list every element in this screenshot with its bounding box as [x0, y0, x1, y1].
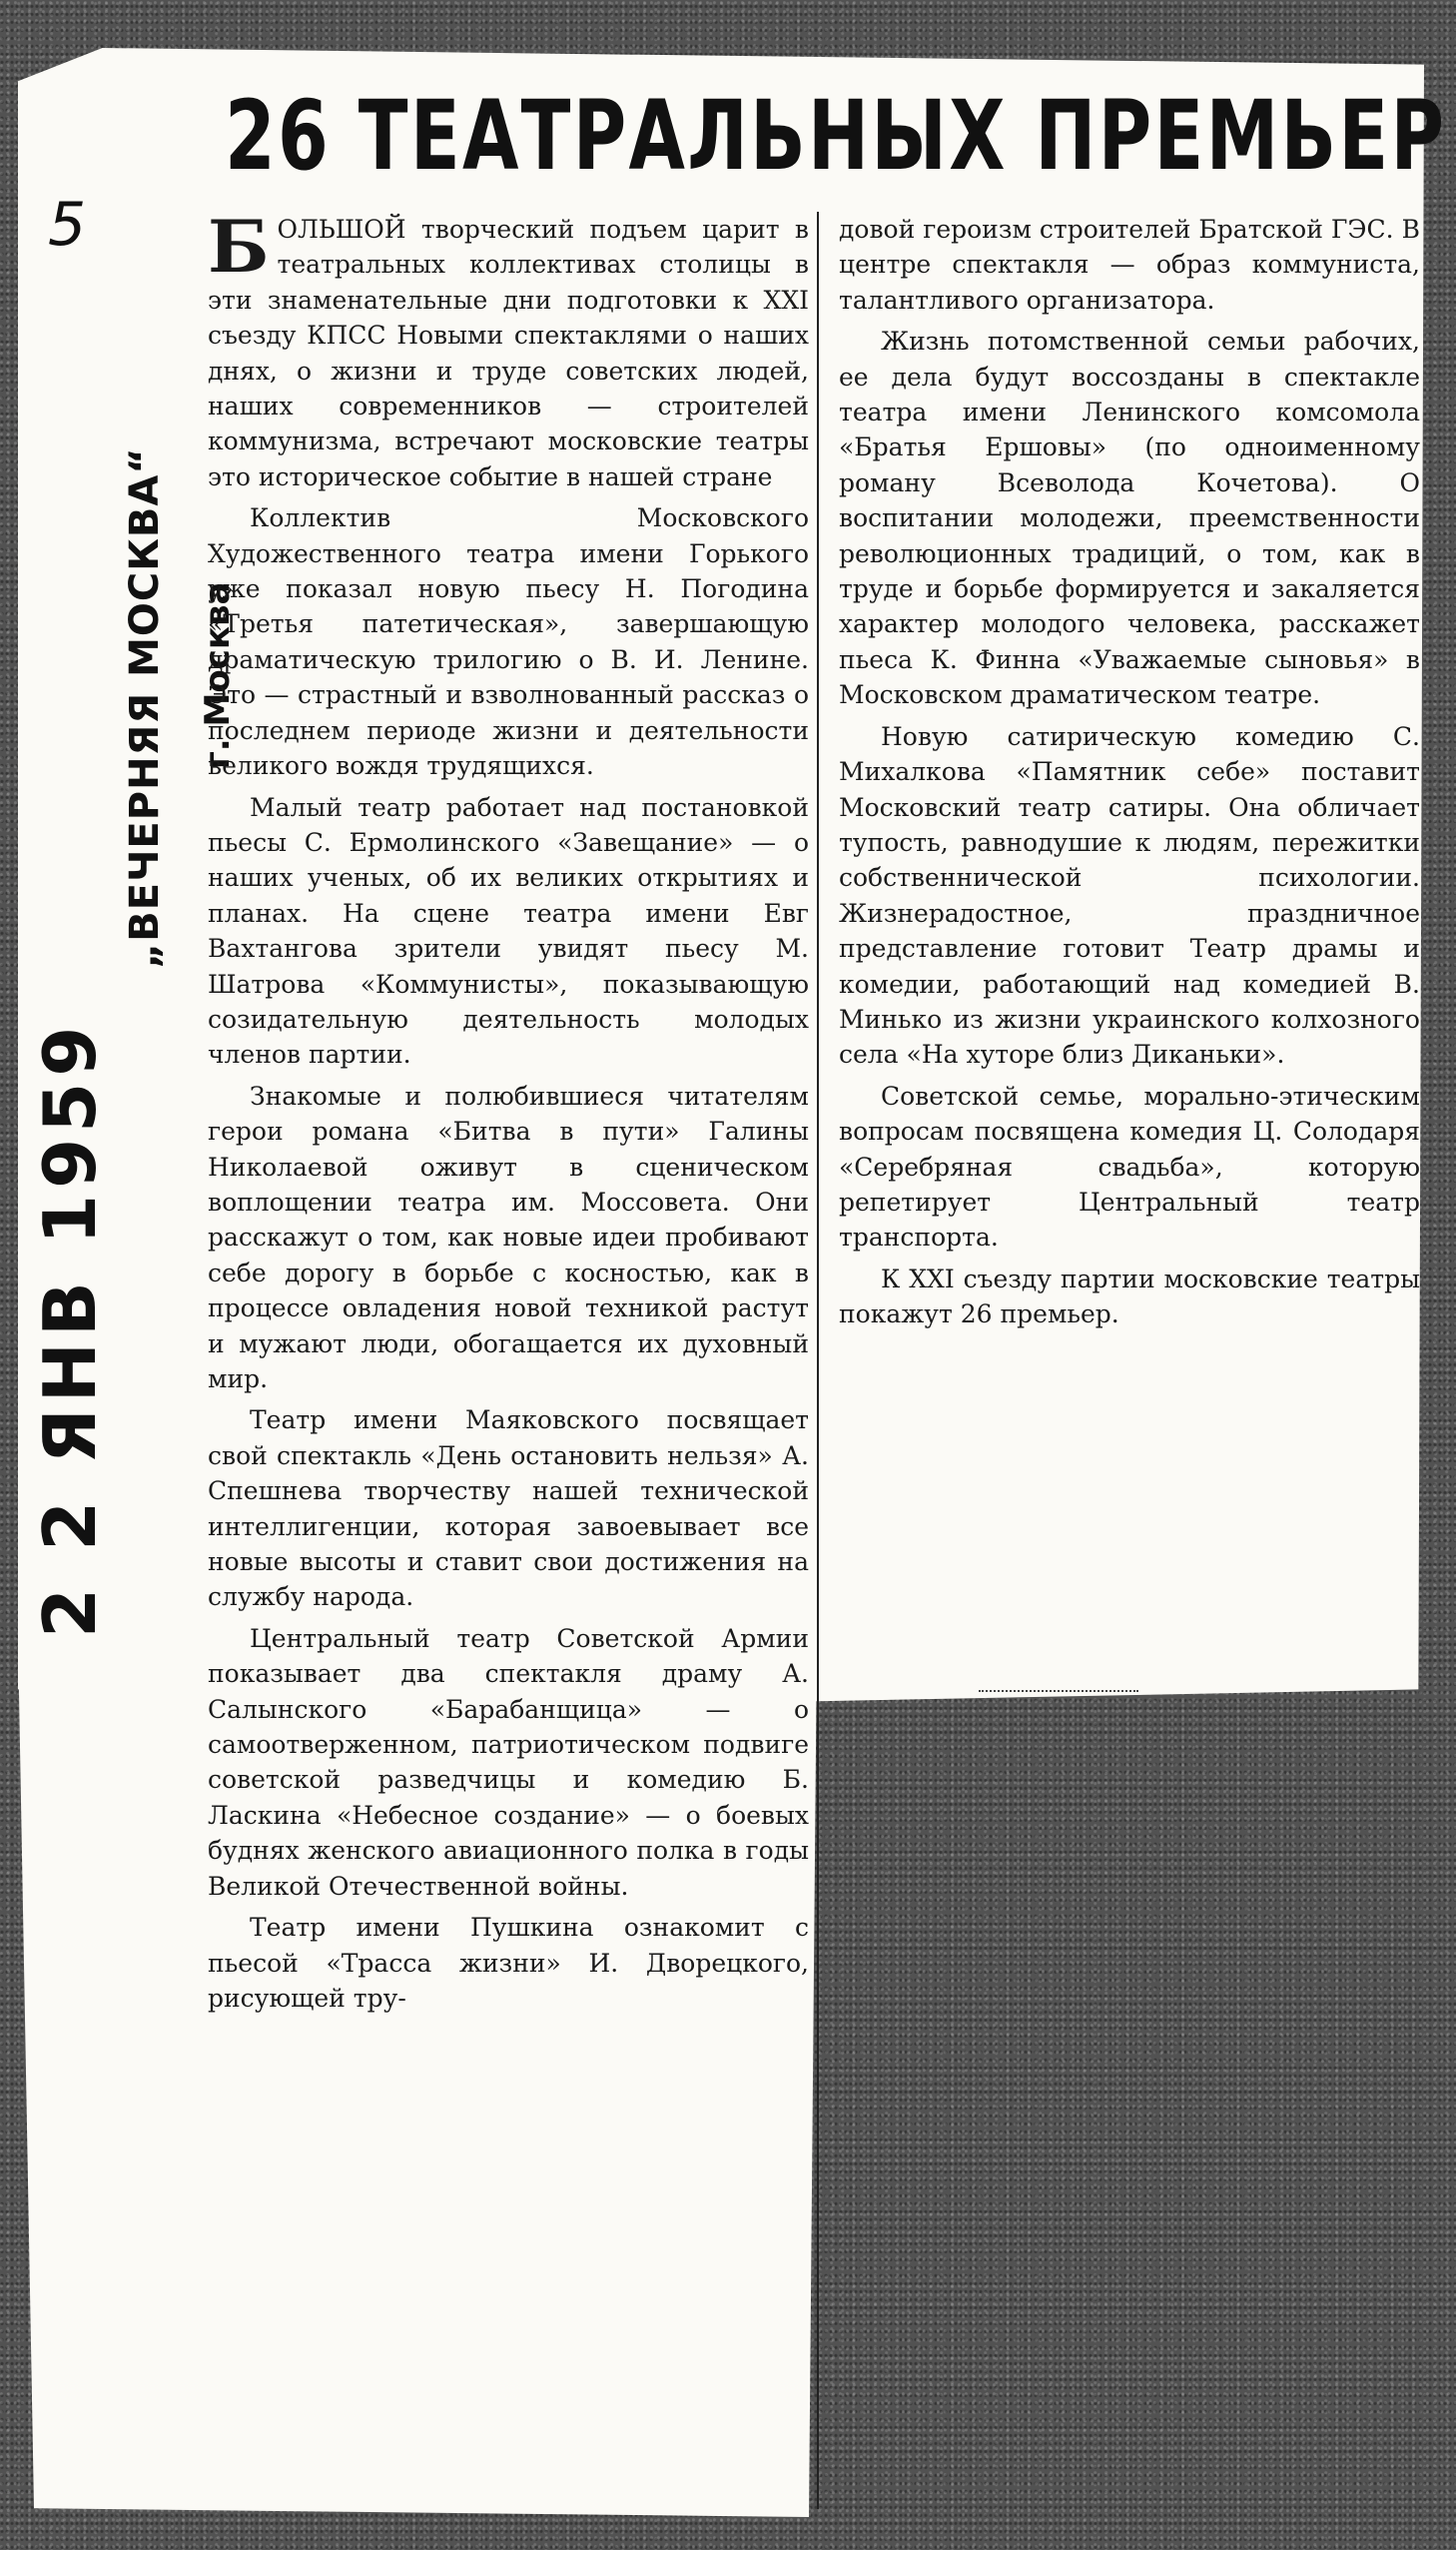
article-paragraph: довой героизм строителей Братской ГЭС. В центре спектакля — образ коммуниста, талантливого организатора. [839, 215, 1420, 315]
stamp-date: 2 2 ЯНВ 1959 [28, 1020, 112, 1638]
headline: 26 ТЕАТРАЛЬНЫХ ПРЕМЬЕР [225, 80, 1447, 192]
paragraph-text: ОЛЬШОЙ творческий подъем царит в театральных коллективах столицы в эти знаменательные дни подготовки к XXI съезду КПСС Новыми спектаклями о наших днях, о жизни и труде советских людей, наших современников — строителей коммунизма, встречают московские театры это историческое событие в нашей стране [208, 215, 809, 491]
article-paragraph: К XXI съезду партии московские театры покажут 26 премьер. [839, 1264, 1420, 1329]
article-paragraph: Театр имени Маяковского посвящает свой спектакль «День остановить нельзя» А. Спешнева творчеству нашей технической интеллигенции, которая завоевывает все новые высоты и ставит свои достижения на службу народа. [208, 1405, 809, 1612]
article-paragraph: Советской семье, морально-этическим вопросам посвящена комедия Ц. Солодаря «Серебряная свадьба», которую репетирует Центральный театр транспорта. [839, 1081, 1420, 1253]
stamp-source: „ВЕЧЕРНЯЯ МОСКВА“ [122, 446, 168, 969]
article-right-column [839, 212, 1420, 1332]
drop-cap: Б [208, 204, 270, 289]
article-paragraph: Новую сатирическую комедию С. Михалкова «Памятник себе» поставит Московский театр сатиры. Она обличает тупость, равнодушие к людям, пережитки собственнической психологии. Жизнерадостное, праздничное представление готовит Театр драмы и комедии, работающий над комедией В. Минько из жизни украинского колхозного села «На хуторе близ Диканьки». [839, 721, 1420, 1070]
article-paragraph: Коллектив Московского Художественного театра имени Горького уже показал новую пьесу Н. Погодина «Третья патетическая», завершающую драматическую трилогию о В. И. Ленине. Это — страстный и взволнованный рассказ о последнем периоде жизни и деятельности великого вождя трудящихся. [208, 503, 809, 781]
handwritten-page-number: 5 [48, 190, 87, 260]
end-mark [979, 1678, 1138, 1692]
source-stamp [40, 446, 238, 1618]
article-paragraph [208, 204, 809, 494]
article-paragraph: Знакомые и полюбившиеся читателям герои романа «Битва в пути» Галины Николаевой оживут в сценическом воплощении театра им. Моссовета. Они расскажут о том, как новые идеи пробивают себе дорогу в борьбе с косностью, как в процессе овладения новой техникой растут и мужают люди, обогащается их духовный мир. [208, 1081, 809, 1393]
stamp-city: г. Москва [198, 581, 238, 769]
column-rule [817, 212, 819, 2509]
article-left-column [208, 204, 809, 2016]
article-paragraph: Театр имени Пушкина ознакомит с пьесой «Трасса жизни» И. Дворецкого, рисующей тру- [208, 1913, 809, 2013]
article-paragraph: Малый театр работает над постановкой пьесы С. Ермолинского «Завещание» — о наших ученых, об их великих открытиях и планах. На сцене театра имени Евг Вахтангова зрители увидят пьесу М. Шатрова «Коммунисты», показывающую созидательную деятельность молодых членов партии. [208, 792, 809, 1070]
article-paragraph: Центральный театр Советской Армии показывает два спектакля драму А. Салынского «Барабанщица» — о самоотверженном, патриотическом подвиге советской разведчицы и комедию Б. Ласкина «Небесное создание» — о боевых буднях женского авиационного полка в годы Великой Отечественной войны. [208, 1623, 809, 1901]
article-paragraph: Жизнь потомственной семьи рабочих, ее дела будут воссозданы в спектакле театра имени Ленинского комсомола «Братья Ершовы» (по одноименному роману Всеволода Кочетова). О воспитании молодежи, преемственности революционных традиций, о том, как в труде и борьбе формируется и закаляется характер молодого человека, расскажет пьеса К. Финна «Уважаемые сыновья» в Московском драматическом театре. [839, 327, 1420, 710]
